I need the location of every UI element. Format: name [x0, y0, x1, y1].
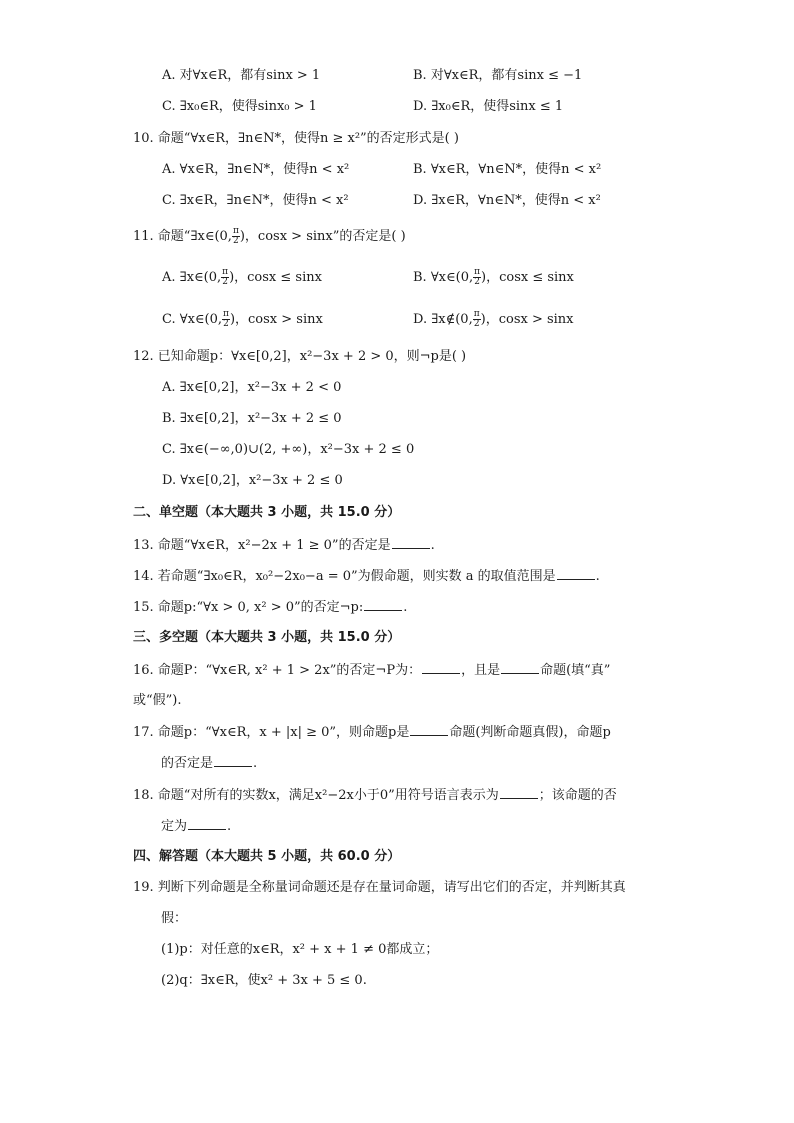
q18-post: ；该命题的否 — [538, 788, 617, 803]
q10-option-b[interactable]: B. ∀x∈R，∀n∈N*，使得n < x² — [413, 162, 602, 177]
q16-answer-blank-2[interactable] — [501, 660, 539, 674]
section-heading-multi-blank: 三、多空题（本大题共 3 小题，共 15.0 分） — [133, 630, 401, 645]
q15-post: . — [403, 600, 408, 615]
q17-line2-post: . — [253, 756, 258, 771]
q16-post: 命题(填“真” — [540, 663, 611, 678]
q10-stem: 10. 命题“∀x∈R，∃n∈N*，使得n ≥ x²”的否定形式是( ) — [133, 131, 459, 146]
q11-d-post: )，cosx > sinx — [480, 312, 574, 327]
q11-b-post: )，cosx ≤ sinx — [481, 270, 574, 285]
q9-option-b[interactable]: B. 对∀x∈R，都有sinx ≤ −1 — [413, 68, 583, 83]
q11-b-pre: B. ∀x∈(0, — [413, 270, 474, 285]
q17-line1 — [133, 722, 611, 743]
q12-option-d[interactable]: D. ∀x∈[0,2]，x²−3x + 2 ≤ 0 — [162, 473, 343, 488]
q11-stem-pre: 11. 命题“∃x∈(0, — [133, 229, 232, 244]
q17-line2 — [161, 753, 257, 774]
q11-option-d[interactable] — [413, 310, 574, 330]
q17-text: 17. 命题p：“∀x∈R，x + |x| ≥ 0”，则命题p是 — [133, 725, 410, 740]
q16-line1 — [133, 660, 610, 681]
q13-text: 13. 命题“∀x∈R，x²−2x + 1 ≥ 0”的否定是 — [133, 538, 391, 553]
q17-line2-text: 的否定是 — [161, 756, 214, 771]
q11-stem — [133, 227, 406, 247]
q14-post: . — [595, 569, 600, 584]
q11-d-pre: D. ∃x∉(0, — [413, 312, 473, 327]
q16-text: 16. 命题P：“∀x∈R, x² + 1 > 2x”的否定¬P为： — [133, 663, 422, 678]
q11-option-b[interactable] — [413, 268, 574, 288]
q9-option-d[interactable]: D. ∃x₀∈R，使得sinx ≤ 1 — [413, 99, 564, 114]
q12-option-c[interactable]: C. ∃x∈(−∞,0)∪(2, +∞)，x²−3x + 2 ≤ 0 — [162, 442, 415, 457]
q17-answer-blank-1[interactable] — [410, 722, 448, 736]
q16-mid: ，且是 — [461, 663, 501, 678]
q18-answer-blank-1[interactable] — [500, 785, 538, 799]
q18-line1 — [133, 785, 617, 806]
q18-line2 — [161, 816, 231, 837]
q11-option-a[interactable] — [162, 268, 322, 288]
q18-line2-text: 定为 — [161, 819, 188, 834]
q18-answer-blank-2[interactable] — [188, 816, 226, 830]
q18-line2-post: . — [227, 819, 232, 834]
q10-option-d[interactable]: D. ∃x∈R，∀n∈N*，使得n < x² — [413, 193, 601, 208]
q15 — [133, 597, 407, 618]
q13 — [133, 535, 435, 556]
q14-text: 14. 若命题“∃x₀∈R，x₀²−2x₀−a = 0”为假命题，则实数 a 的取值范围是 — [133, 569, 556, 584]
q12-option-b[interactable]: B. ∃x∈[0,2]，x²−3x + 2 ≤ 0 — [162, 411, 342, 426]
pi-over-2-fraction: $\frac{\pi}{2}$ — [232, 226, 239, 246]
q11-c-post: )，cosx > sinx — [229, 312, 323, 327]
q13-answer-blank[interactable] — [392, 535, 430, 549]
q14 — [133, 566, 600, 587]
q17-answer-blank-2[interactable] — [214, 753, 252, 767]
q11-a-pre: A. ∃x∈(0, — [162, 270, 222, 285]
q19-sub2: (2)q：∃x∈R，使x² + 3x + 5 ≤ 0. — [161, 973, 367, 988]
q9-option-c[interactable]: C. ∃x₀∈R，使得sinx₀ > 1 — [162, 99, 317, 114]
q15-text: 15. 命题p:“∀x > 0, x² > 0”的否定¬p: — [133, 600, 364, 615]
q19-line1: 19. 判断下列命题是全称量词命题还是存在量词命题，请写出它们的否定，并判断其真 — [133, 880, 626, 895]
q11-c-pre: C. ∀x∈(0, — [162, 312, 223, 327]
pi-over-2-fraction: $\frac{\pi}{2}$ — [222, 267, 229, 287]
q14-answer-blank[interactable] — [557, 566, 595, 580]
q16-answer-blank-1[interactable] — [422, 660, 460, 674]
q15-answer-blank[interactable] — [364, 597, 402, 611]
pi-over-2-fraction: $\frac{\pi}{2}$ — [223, 309, 229, 329]
q16-line2: 或“假”). — [133, 693, 182, 708]
q19-line2: 假： — [161, 911, 188, 926]
q12-option-a[interactable]: A. ∃x∈[0,2]，x²−3x + 2 < 0 — [162, 380, 342, 395]
pi-over-2-fraction: $\frac{\pi}{2}$ — [474, 267, 481, 287]
q9-option-a[interactable]: A. 对∀x∈R，都有sinx > 1 — [162, 68, 321, 83]
q10-option-a[interactable]: A. ∀x∈R，∃n∈N*，使得n < x² — [162, 162, 350, 177]
q13-post: . — [430, 538, 435, 553]
q11-stem-post: )，cosx > sinx”的否定是( ) — [239, 229, 406, 244]
section-heading-solutions: 四、解答题（本大题共 5 小题，共 60.0 分） — [133, 849, 401, 864]
q11-option-c[interactable] — [162, 310, 323, 330]
q11-a-post: )，cosx ≤ sinx — [229, 270, 322, 285]
section-heading-single-blank: 二、单空题（本大题共 3 小题，共 15.0 分） — [133, 505, 401, 520]
q19-sub1: (1)p：对任意的x∈R，x² + x + 1 ≠ 0都成立； — [161, 942, 439, 957]
q17-post: 命题(判断命题真假)，命题p — [449, 725, 611, 740]
q12-stem: 12. 已知命题p：∀x∈[0,2]，x²−3x + 2 > 0，则¬p是( ) — [133, 349, 467, 364]
pi-over-2-fraction: $\frac{\pi}{2}$ — [473, 309, 480, 329]
q10-option-c[interactable]: C. ∃x∈R，∃n∈N*，使得n < x² — [162, 193, 349, 208]
q18-text: 18. 命题“对所有的实数x，满足x²−2x小于0”用符号语言表示为 — [133, 788, 499, 803]
